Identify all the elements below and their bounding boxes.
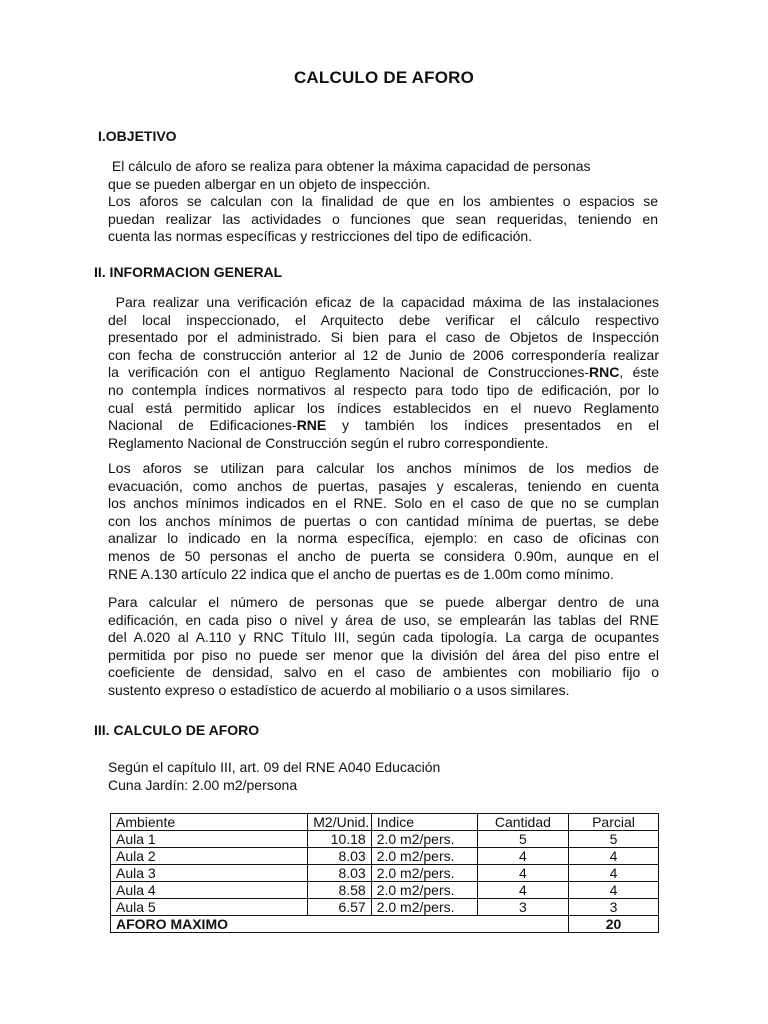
cell-m2: 8.58 — [308, 882, 371, 899]
cell-ambiente: Aula 5 — [111, 899, 308, 916]
text-line: menos de 50 personas el ancho de puerta se considera 0.90m, aunque en el — [108, 547, 659, 564]
cell-m2: 10.18 — [308, 831, 371, 848]
text-bold-rnc: RNC — [589, 364, 620, 381]
cell-indice: 2.0 m2/pers. — [371, 899, 477, 916]
text-line: puedan realizar las actividades o funciones que sean requeridas, teniendo en — [108, 210, 658, 227]
cell-cantidad: 4 — [477, 865, 568, 882]
text-line: analizar lo indicado en la norma específica, ejemplo: en caso de oficinas con — [108, 530, 659, 547]
table-total-row — [111, 916, 659, 933]
text-line: del A.020 al A.110 y RNC Título III, según cada tipología. La carga de ocupantes — [108, 629, 659, 646]
text-line: Para realizar una verificación eficaz de la capacidad máxima de las instalaciones — [108, 294, 659, 310]
text-line: Reglamento Nacional de Construcción según el rubro correspondiente. — [108, 434, 549, 451]
cell-ambiente: Aula 2 — [111, 848, 308, 865]
document-title: CALCULO DE AFORO — [293, 68, 475, 87]
text-line: El cálculo de aforo se realiza para obtener la máxima capacidad de personas — [108, 158, 591, 174]
paragraph-norma — [108, 758, 659, 794]
table-row — [111, 865, 659, 882]
table-row — [111, 899, 659, 916]
text-line: Para calcular el número de personas que se puede albergar dentro de una — [108, 594, 659, 610]
cell-m2: 8.03 — [308, 865, 371, 882]
text-fragment: , éste — [619, 364, 659, 381]
header-parcial: Parcial — [568, 814, 658, 831]
cell-cantidad: 3 — [477, 899, 568, 916]
cell-ambiente: Aula 4 — [111, 882, 308, 899]
paragraph-informacion-2 — [108, 460, 659, 583]
cell-parcial: 3 — [568, 899, 658, 916]
cell-parcial: 4 — [568, 848, 658, 865]
cell-cantidad: 5 — [477, 831, 568, 848]
paragraph-informacion-3 — [108, 594, 659, 700]
text-line: que se pueden albergar en un objeto de inspección. — [108, 175, 431, 192]
header-indice: Indice — [371, 814, 477, 831]
text-line: con fecha de construcción anterior al 12 de Junio de 2006 correspondería realizar — [108, 346, 659, 363]
text-line: del local inspeccionado, el Arquitecto debe verificar el cálculo respectivo — [108, 311, 659, 328]
text-line: con los anchos mínimos de puertas o con cantidad mínima de puertas, se debe — [108, 512, 659, 529]
cell-cantidad: 4 — [477, 848, 568, 865]
cell-cantidad: 4 — [477, 882, 568, 899]
cell-indice: 2.0 m2/pers. — [371, 865, 477, 882]
table-row — [111, 831, 659, 848]
paragraph-informacion-1 — [108, 294, 659, 452]
cell-indice: 2.0 m2/pers. — [371, 882, 477, 899]
table-row — [111, 848, 659, 865]
header-ambiente: Ambiente — [111, 814, 308, 831]
text-line: edificación, en cada piso o nivel y área de uso, se emplearán las tablas del RNE — [108, 611, 659, 628]
cell-parcial: 4 — [568, 865, 658, 882]
cell-parcial: 4 — [568, 882, 658, 899]
text-line: Los aforos se utilizan para calcular los anchos mínimos de los medios de — [108, 460, 659, 476]
text-line — [108, 364, 659, 382]
text-line: no contempla índices normativos al respecto para todo tipo de edificación, por lo — [108, 381, 659, 398]
header-cantidad: Cantidad — [477, 814, 568, 831]
cell-indice: 2.0 m2/pers. — [371, 831, 477, 848]
cell-parcial: 5 — [568, 831, 658, 848]
cell-ambiente: Aula 3 — [111, 865, 308, 882]
cell-m2: 6.57 — [308, 899, 371, 916]
text-fragment: Nacional de Edificaciones- — [108, 417, 297, 434]
total-value: 20 — [568, 916, 658, 933]
section-heading-informacion-general: II. INFORMACION GENERAL — [94, 264, 283, 280]
text-line: coeficiente de densidad, salvo en el caso de ambientes con mobiliario fijo o — [108, 664, 659, 681]
text-line: RNE A.130 artículo 22 indica que el ancho de puertas es de 1.00m como mínimo. — [108, 565, 614, 582]
cell-ambiente: Aula 1 — [111, 831, 308, 848]
table-row — [111, 882, 659, 899]
text-fragment: la verificación con el antiguo Reglamento Nacional de Construcciones- — [108, 364, 590, 381]
text-line: los anchos mínimos indicados en el RNE. Solo en el caso de que no se cumplan — [108, 495, 659, 512]
text-line — [108, 417, 659, 435]
text-line: evacuación, como anchos de puertas, pasajes y escaleras, teniendo en cuenta — [108, 477, 659, 494]
text-line: permitida por piso no puede ser menor que la división del área del piso entre el — [108, 646, 659, 663]
text-line: presentado por el administrado. Si bien para el caso de Objetos de Inspección — [108, 329, 659, 346]
text-line: Los aforos se calculan con la finalidad de que en los ambientes o espacios se — [108, 193, 658, 210]
text-line: sustento expreso o estadístico de acuerdo al mobiliario o a usos similares. — [108, 681, 570, 698]
text-bold-rne: RNE — [296, 417, 327, 434]
table-header-row — [111, 814, 659, 831]
paragraph-objetivo — [108, 158, 658, 246]
text-line: cuenta las normas específicas y restricciones del tipo de edificación. — [108, 228, 533, 245]
cell-m2: 8.03 — [308, 848, 371, 865]
section-heading-objetivo: I.OBJETIVO — [98, 128, 177, 144]
aforo-table — [110, 813, 659, 933]
text-line: cual está permitido aplicar los índices establecidos en el nuevo Reglamento — [108, 399, 659, 416]
text-fragment: y también los índices presentados en el — [326, 417, 660, 434]
header-m2: M2/Unid. — [308, 814, 371, 831]
text-line: Cuna Jardín: 2.00 m2/persona — [108, 777, 298, 793]
cell-indice: 2.0 m2/pers. — [371, 848, 477, 865]
total-label: AFORO MAXIMO — [111, 916, 569, 933]
text-line: Según el capítulo III, art. 09 del RNE A040 Educación — [108, 759, 441, 775]
section-heading-calculo: III. CALCULO DE AFORO — [94, 722, 260, 738]
